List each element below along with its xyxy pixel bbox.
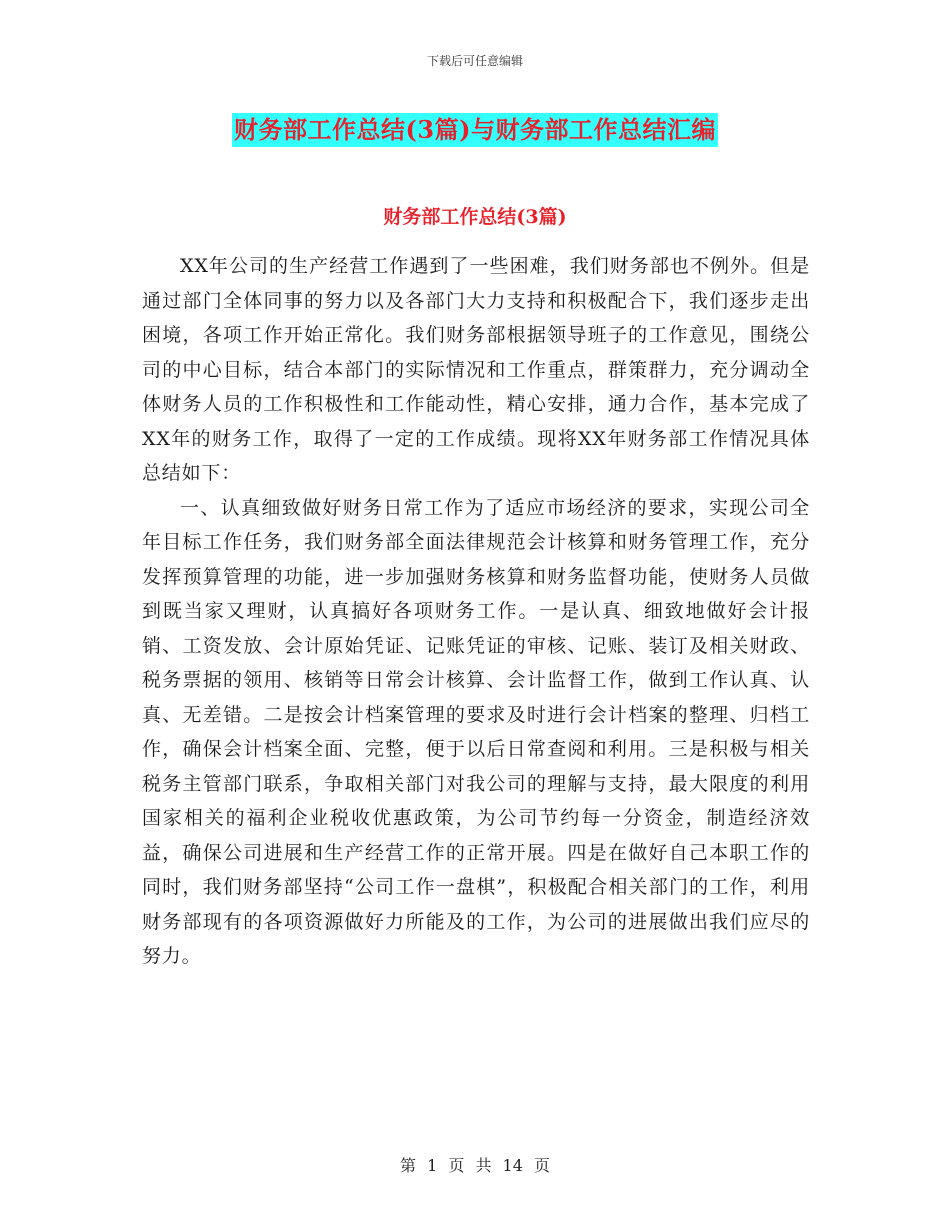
main-title: 财务部工作总结(3篇)与财务部工作总结汇编 — [232, 113, 718, 147]
sub-title: 财务部工作总结(3篇) — [383, 206, 567, 228]
body-text — [142, 249, 810, 974]
page-number: 第 1 页 共 14 页 — [400, 1156, 550, 1175]
main-title-container — [0, 113, 950, 147]
paragraph-intro: XX年公司的生产经营工作遇到了一些困难，我们财务部也不例外。但是通过部门全体同事的努力以及各部门大力支持和积极配合下，我们逐步走出困境，各项工作开始正常化。我们财务部根据领导班子的工作意见，围绕公司的中心目标，结合本部门的实际情况和工作重点，群策群力，充分调动全体财务人员的工作积极性和工作能动性，精心安排，通力合作，基本完成了XX年的财务工作，取得了一定的工作成绩。现将XX年财务部工作情况具体总结如下： — [142, 255, 810, 484]
header-note: 下载后可任意编辑 — [426, 54, 523, 68]
paragraph-section-1: 一、认真细致做好财务日常工作为了适应市场经济的要求，实现公司全年目标工作任务，我们财务部全面法律规范会计核算和财务管理工作，充分发挥预算管理的功能，进一步加强财务核算和财务监督功能，使财务人员做到既当家又理财，认真搞好各项财务工作。一是认真、细致地做好会计报销、工资发放、会计原始凭证、记账凭证的审核、记账、装订及相关财政、税务票据的领用、核销等日常会计核算、会计监督工作，做到工作认真、认真、无差错。二是按会计档案管理的要求及时进行会计档案的整理、归档工作，确保会计档案全面、完整，便于以后日常查阅和利用。三是积极与相关税务主管部门联系，争取相关部门对我公司的理解与支持，最大限度的利用国家相关的福利企业税收优惠政策，为公司节约每一分资金，制造经济效益，确保公司进展和生产经营工作的正常开展。四是在做好自己本职工作的同时，我们财务部坚持“公司工作一盘棋”，积极配合相关部门的工作，利用财务部现有的各项资源做好力所能及的工作，为公司的进展做出我们应尽的努力。 — [142, 496, 810, 967]
